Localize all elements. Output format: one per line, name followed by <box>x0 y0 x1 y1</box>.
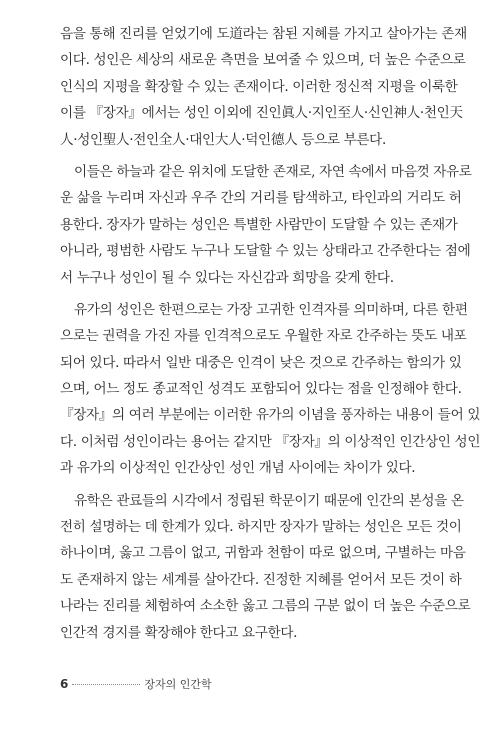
text-line: 서 누구나 성인이 될 수 있다는 자신감과 희망을 갖게 한다. <box>60 269 394 286</box>
text-line: 이들은 하늘과 같은 위치에 도달한 존재로, 자연 속에서 마음껏 자유로 <box>74 163 472 180</box>
text-line: 이다. 성인은 세상의 새로운 측면을 보여줄 수 있으며, 더 높은 수준으로 <box>60 52 466 69</box>
text-line: 전히 설명하는 데 한계가 있다. 하지만 장자가 말하는 성인은 모든 것이 <box>60 519 462 536</box>
text-line: 인간적 경지를 확장해야 한다고 요구한다. <box>60 624 298 641</box>
text-line: 음을 통해 진리를 얻었기에 도道라는 참된 지혜를 가지고 살아가는 존재 <box>60 26 467 42</box>
running-title: 장자의 인간학 <box>144 678 212 691</box>
text-line: 『장자』의 여러 부분에는 이러한 유가의 이념을 풍자하는 내용이 들어 있 <box>60 407 481 424</box>
page-number: 6 <box>60 677 69 691</box>
text-line: 으로는 권력을 가진 자를 인격적으로도 우월한 자로 간주하는 뜻도 내포 <box>60 328 467 345</box>
text-line: 하나이며, 옳고 그름이 없고, 귀함과 천함이 따로 없으며, 구별하는 마음 <box>60 545 466 562</box>
text-line: 과 유가의 이상적인 인간상인 성인 개념 사이에는 차이가 있다. <box>60 460 416 477</box>
text-line: 이를 『장자』에서는 성인 이외에 진인眞人·지인至人·신인神人·천인天 <box>60 105 463 122</box>
text-line: 인식의 지평을 확장할 수 있는 존재이다. 이러한 정신적 지평을 이룩한 <box>60 78 458 95</box>
paragraph <box>60 159 472 291</box>
text-line: 용한다. 장자가 말하는 성인은 특별한 사람만이 도달할 수 있는 존재가 <box>60 216 458 233</box>
text-line: 아니라, 평범한 사람도 누구나 도달할 수 있는 상태라고 간주한다는 점에 <box>60 243 471 260</box>
text-line: 유학은 관료들의 시각에서 정립된 학문이기 때문에 인간의 본성을 온 <box>74 492 464 509</box>
text-line: 나라는 진리를 체험하여 소소한 옳고 그름의 구분 없이 더 높은 수준으로 <box>60 598 471 615</box>
dotted-leader <box>72 684 140 685</box>
text-line: 人·성인聖人·전인全人·대인大人·덕인德人 등으로 부른다. <box>60 131 386 148</box>
text-line: 도 존재하지 않는 세계를 살아간다. 진정한 지혜를 얻어서 모든 것이 하 <box>60 571 462 588</box>
body-text <box>60 21 481 646</box>
paragraph <box>60 21 467 153</box>
paragraph <box>60 297 481 482</box>
text-line: 되어 있다. 따라서 일반 대중은 인격이 낮은 것으로 간주하는 함의가 있 <box>60 354 462 371</box>
paragraph <box>60 488 471 646</box>
text-line: 으며, 어느 정도 종교적인 성격도 포함되어 있다는 점을 인정해야 한다. <box>60 381 462 398</box>
text-line: 유가의 성인은 한편으로는 가장 고귀한 인격자를 의미하며, 다른 한편 <box>74 301 468 318</box>
text-line: 다. 이처럼 성인이라는 용어는 같지만 『장자』의 이상적인 인간상인 성인 <box>60 433 481 450</box>
page-footer <box>60 676 212 692</box>
text-line: 운 삶을 누리며 자신과 우주 간의 거리를 탐색하고, 타인과의 거리도 허 <box>60 190 462 207</box>
